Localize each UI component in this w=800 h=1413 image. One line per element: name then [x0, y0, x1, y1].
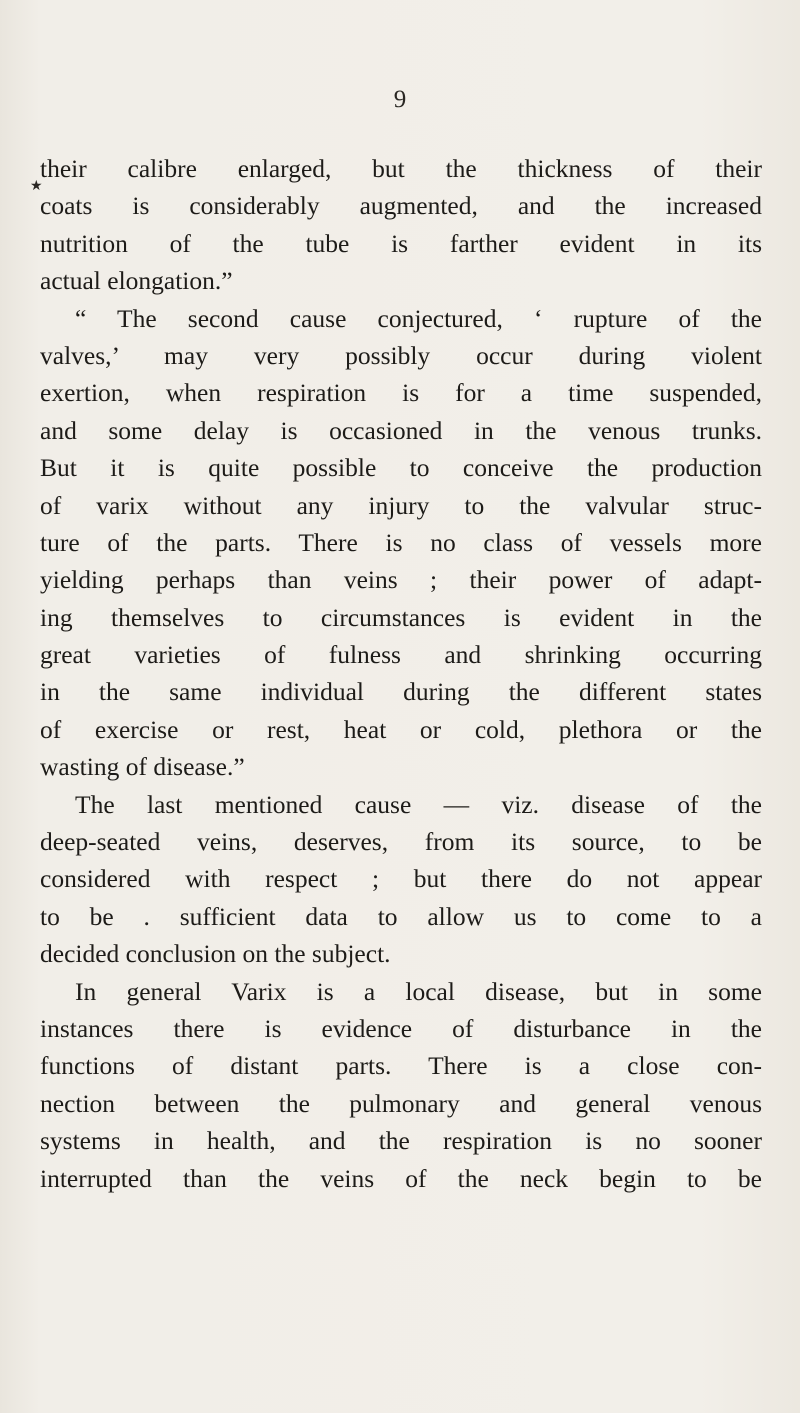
text-line: great varieties of fulness and shrinking occurring: [40, 640, 762, 670]
text-line: of varix without any injury to the valvular struc-: [40, 490, 762, 520]
text-line: ing themselves to circumstances is evident in the: [40, 602, 762, 632]
text-line: and some delay is occasioned in the venous trunks.: [40, 415, 762, 445]
text-line: In general Varix is a local disease, but in some: [75, 976, 762, 1006]
text-line: valves,’ may very possibly occur during violent: [40, 340, 762, 370]
text-line: of exercise or rest, heat or cold, plethora or the: [40, 714, 762, 744]
page-number: 9: [393, 86, 407, 113]
text-line: exertion, when respiration is for a time suspended,: [40, 378, 762, 408]
text-line: deep-seated veins, deserves, from its source, to be: [40, 827, 762, 857]
text-line: wasting of disease.”: [40, 752, 245, 782]
text-line: in the same individual during the different states: [40, 677, 762, 707]
text-line: nutrition of the tube is farther evident in its: [40, 228, 762, 258]
text-line: nection between the pulmonary and general venous: [40, 1088, 762, 1118]
text-line: considered with respect ; but there do not appear: [40, 864, 762, 894]
text-line: functions of distant parts. There is a close con-: [40, 1051, 762, 1081]
text-line: yielding perhaps than veins ; their power of adapt-: [40, 565, 762, 595]
text-line: their calibre enlarged, but the thickness of their: [40, 154, 762, 183]
text-line: “ The second cause conjectured, ‘ rupture of the: [75, 303, 762, 333]
text-line: to be . sufficient data to allow us to come to a: [40, 901, 762, 931]
text-line: coats is considerably augmented, and the increased: [40, 191, 762, 221]
text-line: ture of the parts. There is no class of vessels more: [40, 527, 762, 557]
body-text: [40, 150, 762, 1197]
text-line: But it is quite possible to conceive the production: [40, 453, 762, 483]
text-line: systems in health, and the respiration is no sooner: [40, 1126, 762, 1156]
marginal-mark: ★: [30, 179, 43, 194]
text-line: interrupted than the veins of the neck begin to be: [40, 1163, 762, 1193]
text-line: decided conclusion on the subject.: [40, 939, 391, 969]
text-line: instances there is evidence of disturbance in the: [40, 1013, 762, 1043]
text-line: actual elongation.”: [40, 266, 233, 296]
text-line: The last mentioned cause — viz. disease of the: [75, 789, 762, 819]
